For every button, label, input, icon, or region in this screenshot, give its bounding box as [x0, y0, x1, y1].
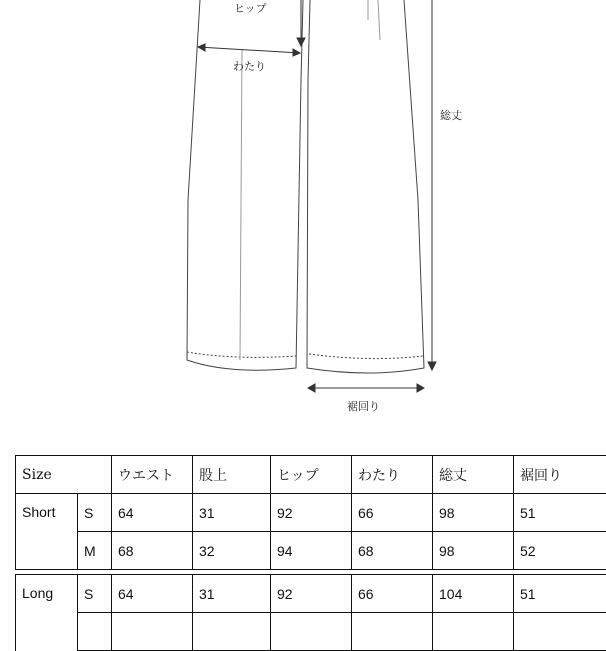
cut-cell [514, 613, 606, 651]
hem-cell: 51 [514, 494, 606, 532]
cut-cell [271, 613, 352, 651]
header-length: 総丈 [433, 456, 514, 494]
length-arrow-head [428, 362, 436, 370]
cut-cell [193, 613, 271, 651]
cut-cell [112, 613, 193, 651]
hem-cell: 51 [514, 575, 606, 613]
hip-cell: 94 [271, 532, 352, 570]
rise-cell: 31 [193, 494, 271, 532]
header-rise: 股上 [193, 456, 271, 494]
thigh-cell: 66 [352, 575, 433, 613]
cut-cell [433, 613, 514, 651]
table-row [16, 494, 606, 532]
hem-arrow-head-left [308, 384, 315, 392]
hip-label: ヒップ [234, 0, 267, 16]
thigh-cell: 68 [352, 532, 433, 570]
header-thigh: わたり [352, 456, 433, 494]
header-waist: ウエスト [112, 456, 193, 494]
length-label: 総丈 [440, 107, 462, 123]
hip-cell: 92 [271, 575, 352, 613]
size-table [15, 455, 606, 651]
hip-cell: 92 [271, 494, 352, 532]
right-leg-outline [307, 0, 424, 373]
header-hem: 裾回り [514, 456, 606, 494]
waist-cell: 68 [112, 532, 193, 570]
waist-cell: 64 [112, 575, 193, 613]
thigh-label: わたり [233, 58, 266, 74]
header-size: Size [16, 456, 112, 494]
thigh-cell: 66 [352, 494, 433, 532]
right-pleat-2 [378, 0, 380, 40]
left-leg-outline [187, 0, 303, 370]
table-row [16, 532, 606, 570]
rise-cell: 31 [193, 575, 271, 613]
thigh-arrow-head-right [293, 49, 300, 56]
thigh-arrow [198, 47, 300, 53]
hem-cell: 52 [514, 532, 606, 570]
size-cell: S [78, 494, 112, 532]
hem-arrow-head-right [417, 384, 424, 392]
length-cell: 104 [433, 575, 514, 613]
group-short: Short [16, 494, 78, 570]
cut-cell [352, 613, 433, 651]
right-hem-stitch [309, 354, 423, 359]
left-crease [240, 50, 242, 360]
thigh-arrow-head-left [198, 44, 205, 51]
header-hip: ヒップ [271, 456, 352, 494]
hem-label: 裾回り [347, 398, 380, 414]
waist-cell: 64 [112, 494, 193, 532]
rise-cell: 32 [193, 532, 271, 570]
table-row-cut [16, 613, 606, 651]
left-hem-stitch [187, 352, 296, 357]
table-row [16, 575, 606, 613]
hip-arrow-head [297, 38, 305, 46]
length-cell: 98 [433, 494, 514, 532]
group-long: Long [16, 575, 78, 651]
length-cell: 98 [433, 532, 514, 570]
table-header-row [16, 456, 606, 494]
size-cell: M [78, 532, 112, 570]
cut-cell [78, 613, 112, 651]
size-cell: S [78, 575, 112, 613]
